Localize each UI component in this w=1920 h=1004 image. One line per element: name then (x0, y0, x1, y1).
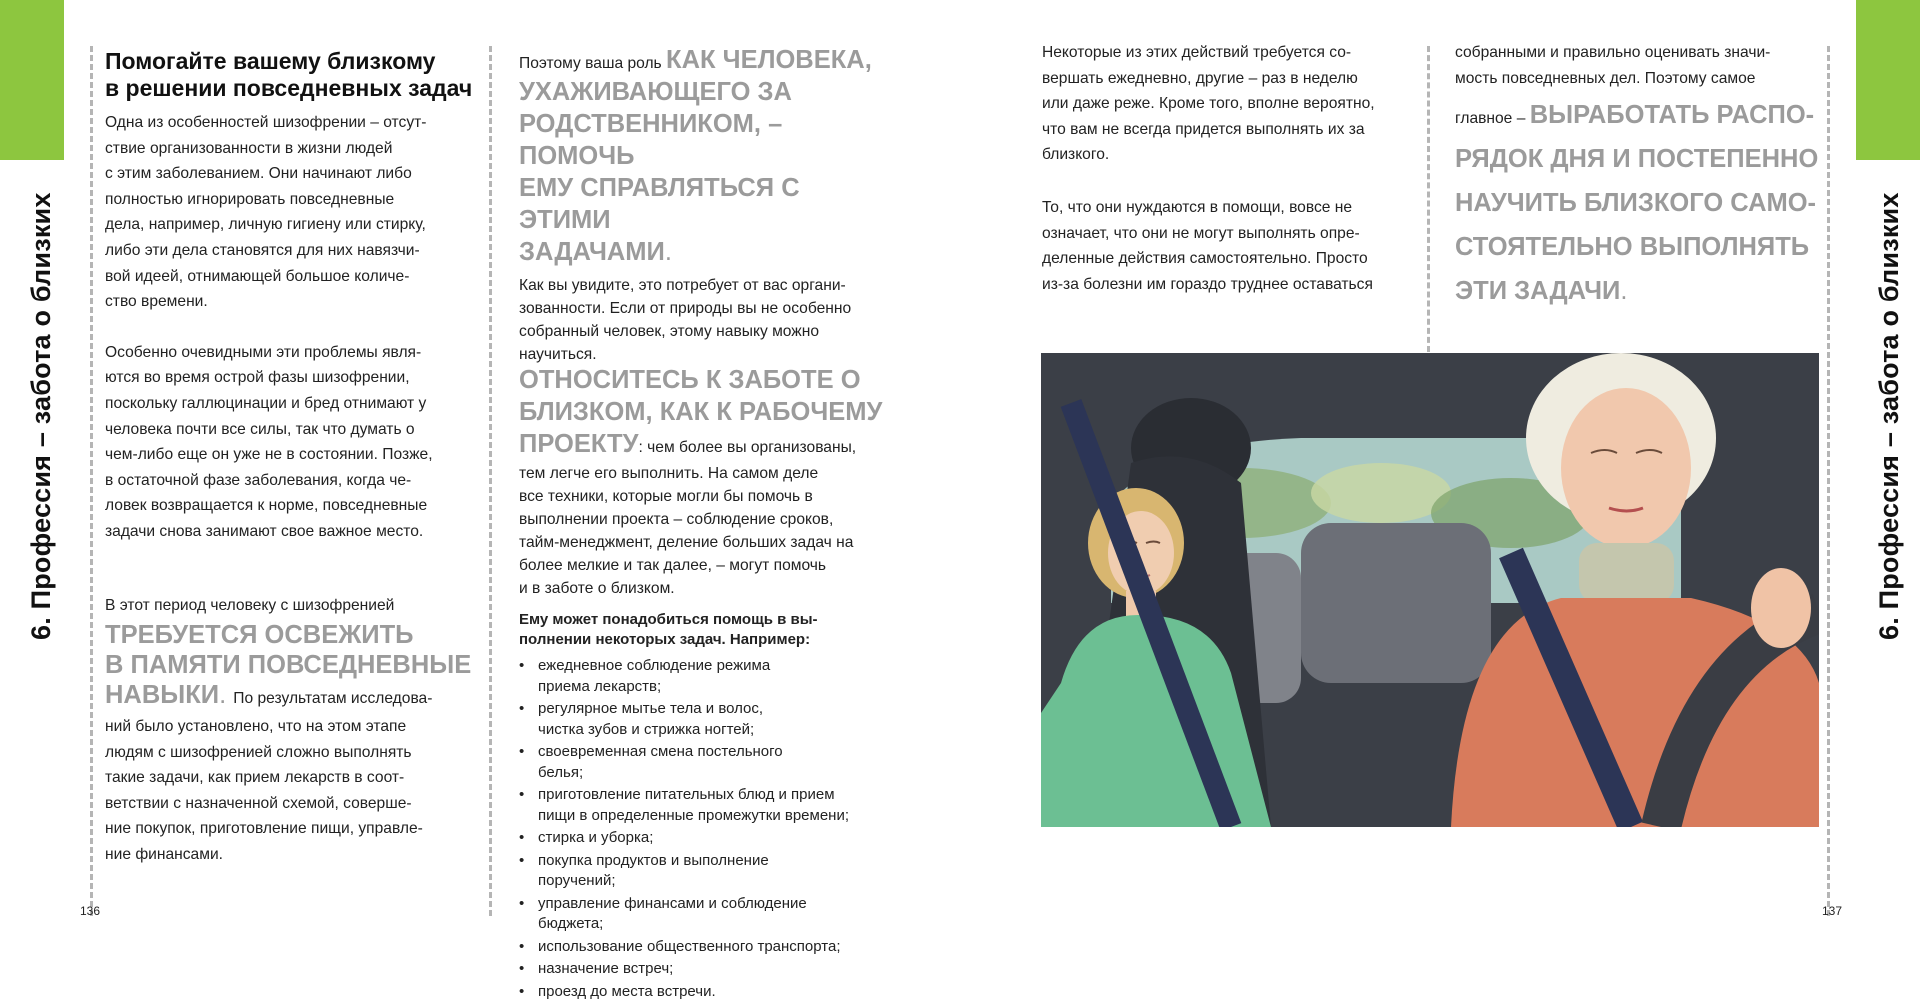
car-illustration (1041, 353, 1819, 827)
role-statement: Поэтому ваша роль КАК ЧЕЛОВЕКА, УХАЖИВАЮЩЕГО ЗА РОДСТВЕННИКОМ, – ПОМОЧЬ ЕМУ СПРАВЛЯТЬСЯ С ЭТИМИ ЗАДАЧАМИ. (519, 46, 872, 266)
right-green-tab (1856, 0, 1920, 160)
paragraph-3: В этот период человеку с шизофренией (105, 596, 395, 614)
left-col2-divider (489, 46, 492, 916)
highlight-refresh-skills: ТРЕБУЕТСЯ ОСВЕЖИТЬ В ПАМЯТИ ПОВСЕДНЕВНЫЕ НАВЫКИ. По результатам исследова- (105, 621, 472, 710)
list-item: • стирка и уборка; (519, 828, 889, 849)
paragraph-organization: Как вы увидите, это потребует от вас органи- зованности. Если от природы вы не особенно собранный человек, этому навыку можно научиться. (519, 277, 852, 363)
right-column-2 (1455, 40, 1825, 315)
paragraph-need-help: То, что они нуждаются в помощи, вовсе не означает, что они не могут выполнять опре- деленные действия самостоятельно. Просто из-за болезни им гораздо труднее оставаться (1042, 198, 1373, 293)
right-outer-divider (1827, 46, 1830, 916)
routine-statement: главное – ВЫРАБОТАТЬ РАСПО- РЯДОК ДНЯ И ПОСТЕПЕННО НАУЧИТЬ БЛИЗКОГО САМО- СТОЯТЕЛЬНО ВЫПОЛНЯТЬ ЭТИ ЗАДАЧИ. (1455, 101, 1819, 306)
right-col-divider (1427, 46, 1430, 352)
paragraph-1: Одна из особенностей шизофрении – отсут- ствие организованности в жизни людей с этим заболеванием. Они начинают либо полностью игнорировать повседневные дела, например, личную гигиену или стирку, либо эти дела становятся для них навязчи- вой идеей, отнимающей большое количе- ство времени. (105, 114, 427, 311)
section-heading: Помогайте вашему близкому в решении повседневных задач (105, 48, 473, 101)
list-item: • регулярное мытье тела и волос, чистка зубов и стрижка ногтей; (519, 699, 889, 740)
tasks-lead: Ему может понадобиться помощь в вы- полнении некоторых задач. Например: (519, 611, 818, 648)
page-number-left: 136 (80, 904, 101, 918)
list-item: • покупка продуктов и выполнение поручений; (519, 851, 889, 892)
list-item: • использование общественного транспорта; (519, 937, 889, 958)
paragraph-frequency: Некоторые из этих действий требуется со- вершать ежедневно, другие – раз в неделю или даже реже. Кроме того, вполне вероятно, что вам не всегда придется выполнять их за близкого. (1042, 44, 1375, 164)
paragraph-organized: собранными и правильно оценивать значи- мость повседневных дел. Поэтому самое (1455, 44, 1771, 87)
left-column-2 (519, 46, 889, 1004)
project-statement: ОТНОСИТЕСЬ К ЗАБОТЕ О БЛИЗКОМ, КАК К РАБОЧЕМУ ПРОЕКТУ: чем более вы организованы, (519, 366, 883, 458)
list-item: • приготовление питательных блюд и прием пищи в определенные промежутки времени; (519, 785, 889, 826)
left-column-1 (105, 48, 475, 868)
right-column-1 (1042, 40, 1417, 297)
page-number-right: 137 (1822, 904, 1843, 918)
right-side-title: 6. Профессия – забота о близких (1874, 192, 1904, 640)
left-col1-divider (90, 46, 93, 916)
list-item: • назначение встреч; (519, 959, 889, 980)
left-green-tab (0, 0, 64, 160)
list-item: • своевременная смена постельного белья; (519, 742, 889, 783)
list-item: • ежедневное соблюдение режима приема лекарств; (519, 656, 889, 697)
list-item: • управление финансами и соблюдение бюджета; (519, 894, 889, 935)
paragraph-3-rest: ний было установлено, что на этом этапе людям с шизофренией сложно выполнять такие задачи, как прием лекарств в соот- ветствии с назначенной схемой, соверше- ние покупок, приготовление пищи, управле- ние финансами. (105, 718, 423, 864)
list-item: • проезд до места встречи. (519, 982, 889, 1003)
paragraph-project: тем легче его выполнить. На самом деле все техники, которые могли бы помочь в выполнении проекта – соблюдение сроков, тайм-менеджмент, деление больших задач на более мелкие и так далее, – могут помочь и в заботе о близком. (519, 465, 854, 597)
tasks-list (519, 656, 889, 1002)
car-scene-drawing (1041, 353, 1819, 827)
paragraph-2: Особенно очевидными эти проблемы явля- ются во время острой фазы шизофрении, поскольку галлюцинации и бред отнимают у человека почти все силы, так что думать о чем-либо еще он уже не в состоянии. Позже, в остаточной фазе заболевания, когда че- ловек возвращается к норме, повседневные задачи снова занимают свое важное место. (105, 343, 433, 540)
left-side-title: 6. Профессия – забота о близких (26, 192, 56, 640)
